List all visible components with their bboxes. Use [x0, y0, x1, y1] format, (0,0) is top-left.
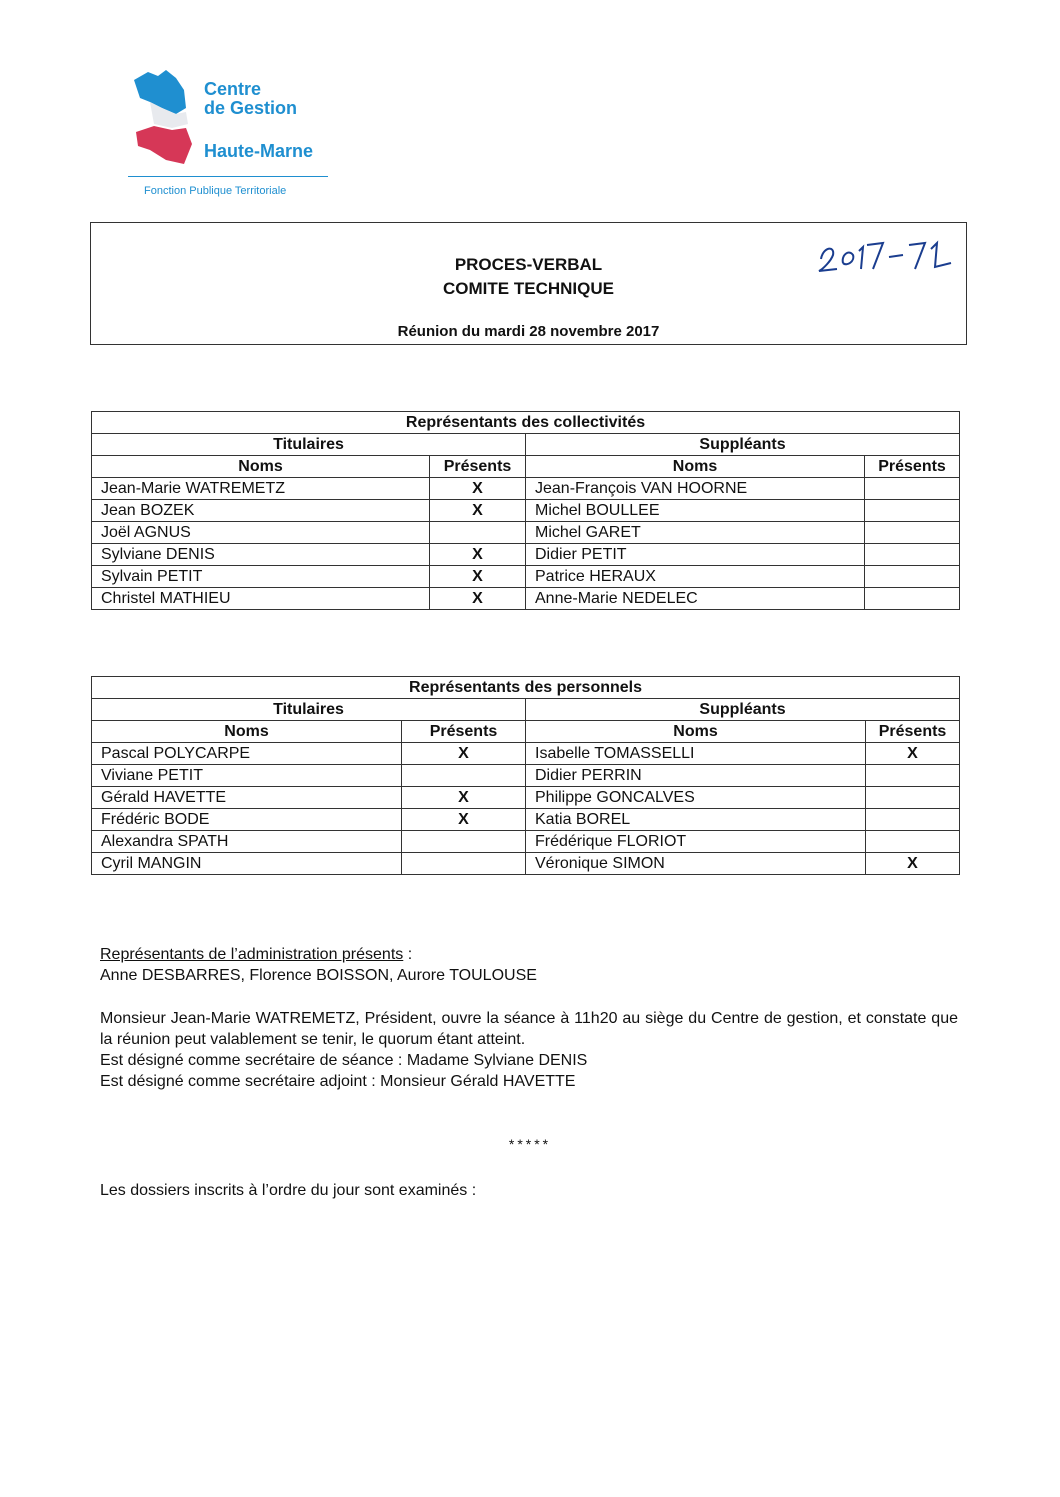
table-personnels [91, 676, 960, 875]
table-title: Représentants des personnels [92, 677, 960, 699]
table-collectivites [91, 411, 960, 610]
titulaire-name: Pascal POLYCARPE [92, 743, 402, 765]
column-header-noms: Noms [92, 721, 402, 743]
logo-line-3: Haute-Marne [204, 141, 314, 161]
titulaire-name: Sylviane DENIS [92, 544, 430, 566]
logo-tagline: Fonction Publique Territoriale [144, 185, 287, 197]
suppleant-present-mark [865, 478, 960, 500]
suppleant-present-mark [866, 765, 960, 787]
suppleant-present-mark [865, 544, 960, 566]
group-header-titulaires: Titulaires [92, 699, 526, 721]
group-header-titulaires: Titulaires [92, 434, 526, 456]
suppleant-present-mark [866, 831, 960, 853]
suppleant-name: Didier PERRIN [526, 765, 866, 787]
table-row [92, 787, 960, 809]
titulaire-present-mark [402, 853, 526, 875]
suppleant-name: Isabelle TOMASSELLI [526, 743, 866, 765]
table-row [92, 853, 960, 875]
suppleant-present-mark [865, 588, 960, 610]
suppleant-present-mark [865, 522, 960, 544]
header-box [90, 222, 967, 345]
titulaire-present-mark: X [402, 787, 526, 809]
column-header-presents: Présents [866, 721, 960, 743]
titulaire-present-mark: X [430, 588, 526, 610]
deputy-secretary-line: Est désigné comme secrétaire adjoint : Monsieur Gérald HAVETTE [100, 1073, 576, 1090]
titulaire-name: Gérald HAVETTE [92, 787, 402, 809]
titulaire-present-mark: X [402, 743, 526, 765]
suppleant-name: Michel GARET [526, 522, 865, 544]
titulaire-name: Viviane PETIT [92, 765, 402, 787]
suppleant-present-mark [866, 809, 960, 831]
table-row [92, 588, 960, 610]
titulaire-name: Jean BOZEK [92, 500, 430, 522]
table-row [92, 831, 960, 853]
titulaire-present-mark [402, 831, 526, 853]
titulaire-present-mark: X [402, 809, 526, 831]
suppleant-name: Jean-François VAN HOORNE [526, 478, 865, 500]
table-row [92, 544, 960, 566]
logo [128, 68, 338, 204]
suppleant-present-mark [865, 500, 960, 522]
column-header-presents: Présents [430, 456, 526, 478]
titulaire-name: Frédéric BODE [92, 809, 402, 831]
titulaire-name: Sylvain PETIT [92, 566, 430, 588]
titulaire-present-mark [430, 522, 526, 544]
table-row [92, 500, 960, 522]
closing-line: Les dossiers inscrits à l’ordre du jour sont examinés : [100, 1182, 477, 1199]
group-header-suppleants: Suppléants [526, 434, 960, 456]
administration-label: Représentants de l’administration présents [100, 946, 404, 963]
suppleant-name: Frédérique FLORIOT [526, 831, 866, 853]
administration-section [100, 944, 960, 986]
column-header-noms: Noms [92, 456, 430, 478]
titulaire-present-mark: X [430, 500, 526, 522]
separator-stars: ***** [508, 1136, 552, 1152]
suppleant-name: Véronique SIMON [526, 853, 866, 875]
column-header-presents: Présents [865, 456, 960, 478]
titulaire-name: Joël AGNUS [92, 522, 430, 544]
suppleant-name: Philippe GONCALVES [526, 787, 866, 809]
suppleant-present-mark [865, 566, 960, 588]
document-title: PROCES-VERBAL [454, 255, 603, 274]
haute-marne-map-icon [128, 68, 204, 168]
table-row [92, 809, 960, 831]
column-header-noms: Noms [526, 721, 866, 743]
table-row [92, 765, 960, 787]
titulaire-name: Christel MATHIEU [92, 588, 430, 610]
table-row [92, 566, 960, 588]
suppleant-name: Katia BOREL [526, 809, 866, 831]
suppleant-name: Patrice HERAUX [526, 566, 865, 588]
column-header-noms: Noms [526, 456, 865, 478]
suppleant-name: Michel BOULLEE [526, 500, 865, 522]
table-title: Représentants des collectivités [92, 412, 960, 434]
logo-line-1: Centre [204, 79, 262, 99]
titulaire-present-mark [402, 765, 526, 787]
secretary-line: Est désigné comme secrétaire de séance : Madame Sylviane DENIS [100, 1052, 588, 1069]
suppleant-present-mark: X [866, 743, 960, 765]
titulaire-present-mark: X [430, 478, 526, 500]
meeting-date: Réunion du mardi 28 novembre 2017 [397, 323, 660, 340]
document-subtitle: COMITE TECHNIQUE [443, 279, 614, 298]
handwritten-reference [815, 229, 955, 273]
administration-names: Anne DESBARRES, Florence BOISSON, Aurore TOULOUSE [100, 967, 537, 984]
suppleant-name: Didier PETIT [526, 544, 865, 566]
titulaire-name: Alexandra SPATH [92, 831, 402, 853]
logo-line-2: de Gestion [204, 98, 298, 118]
table-row [92, 522, 960, 544]
opening-paragraph: Monsieur Jean-Marie WATREMETZ, Président, ouvre la séance à 11h20 au siège du Centre de gestion, et constate que la réunion peut valablement se tenir, le quorum étant atteint. [100, 1010, 958, 1048]
suppleant-name: Anne-Marie NEDELEC [526, 588, 865, 610]
titulaire-name: Jean-Marie WATREMETZ [92, 478, 430, 500]
column-header-presents: Présents [402, 721, 526, 743]
table-row [92, 743, 960, 765]
titulaire-present-mark: X [430, 544, 526, 566]
titulaire-present-mark: X [430, 566, 526, 588]
logo-divider [128, 176, 328, 177]
opening-section [100, 1008, 958, 1092]
suppleant-present-mark [866, 787, 960, 809]
group-header-suppleants: Suppléants [526, 699, 960, 721]
titulaire-name: Cyril MANGIN [92, 853, 402, 875]
table-row [92, 478, 960, 500]
suppleant-present-mark: X [866, 853, 960, 875]
administration-label-colon: : [403, 946, 413, 963]
